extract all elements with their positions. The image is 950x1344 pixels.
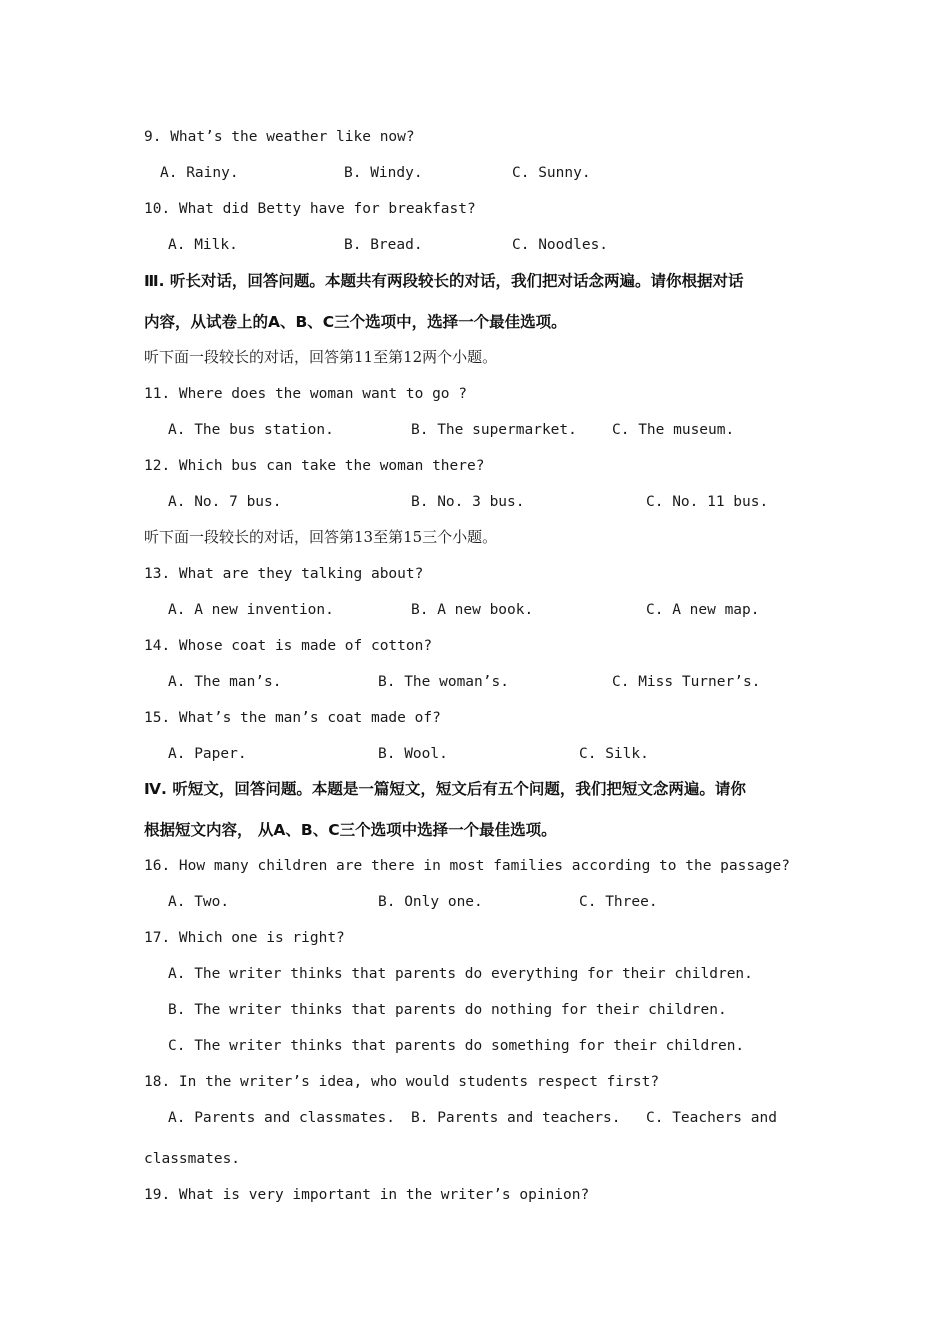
section-3-heading-line-1: Ⅲ. 听长对话，回答问题。本题共有两段较长的对话，我们把对话念两遍。请你根据对话 xyxy=(144,272,744,290)
question-16-option-a: A. Two. xyxy=(168,894,230,910)
question-10-option-c: C. Noodles. xyxy=(512,237,609,253)
section-3-instruction-2: 听下面一段较长的对话，回答第13至第15三个小题。 xyxy=(144,528,498,546)
question-16-stem: 16. How many children are there in most families according to the passage? xyxy=(144,858,791,874)
question-17-option-c: C. The writer thinks that parents do something for their children. xyxy=(168,1038,745,1054)
question-14-stem: 14. Whose coat is made of cotton? xyxy=(144,638,433,654)
question-13-option-b: B. A new book. xyxy=(411,602,534,618)
question-12-option-b: B. No. 3 bus. xyxy=(411,494,525,510)
question-18-option-a: A. Parents and classmates. xyxy=(168,1110,395,1126)
question-15-option-b: B. Wool. xyxy=(378,746,448,762)
question-10-option-a: A. Milk. xyxy=(168,237,238,253)
question-11-stem: 11. Where does the woman want to go ? xyxy=(144,386,468,402)
question-9-option-b: B. Windy. xyxy=(344,165,423,181)
question-11-option-b: B. The supermarket. xyxy=(411,422,577,438)
question-10-stem: 10. What did Betty have for breakfast? xyxy=(144,201,476,217)
question-18-option-c: C. Teachers and xyxy=(646,1110,777,1126)
section-4-heading-line-2: 根据短文内容， 从A、B、C三个选项中选择一个最佳选项。 xyxy=(144,821,557,839)
question-17-option-b: B. The writer thinks that parents do nothing for their children. xyxy=(168,1002,727,1018)
question-9-stem: 9. What’s the weather like now? xyxy=(144,129,415,145)
question-13-stem: 13. What are they talking about? xyxy=(144,566,424,582)
section-4-heading-line-1: Ⅳ. 听短文，回答问题。本题是一篇短文，短文后有五个问题，我们把短文念两遍。请你 xyxy=(144,780,746,798)
question-9-option-a: A. Rainy. xyxy=(160,165,239,181)
question-14-option-b: B. The woman’s. xyxy=(378,674,509,690)
question-10-option-b: B. Bread. xyxy=(344,237,423,253)
section-3-instruction-1: 听下面一段较长的对话，回答第11至第12两个小题。 xyxy=(144,348,498,366)
question-13-option-c: C. A new map. xyxy=(646,602,760,618)
question-16-option-b: B. Only one. xyxy=(378,894,483,910)
question-18-stem: 18. In the writer’s idea, who would students respect first? xyxy=(144,1074,660,1090)
question-12-stem: 12. Which bus can take the woman there? xyxy=(144,458,485,474)
question-14-option-a: A. The man’s. xyxy=(168,674,282,690)
question-19-stem: 19. What is very important in the writer’s opinion? xyxy=(144,1187,590,1203)
question-18-option-c-continuation: classmates. xyxy=(144,1151,241,1167)
section-3-heading-line-2: 内容，从试卷上的A、B、C三个选项中，选择一个最佳选项。 xyxy=(144,313,567,331)
question-18-option-b: B. Parents and teachers. xyxy=(411,1110,621,1126)
question-15-option-a: A. Paper. xyxy=(168,746,247,762)
question-9-option-c: C. Sunny. xyxy=(512,165,591,181)
question-17-stem: 17. Which one is right? xyxy=(144,930,345,946)
question-15-option-c: C. Silk. xyxy=(579,746,649,762)
question-13-option-a: A. A new invention. xyxy=(168,602,334,618)
question-11-option-c: C. The museum. xyxy=(612,422,735,438)
question-14-option-c: C. Miss Turner’s. xyxy=(612,674,761,690)
question-15-stem: 15. What’s the man’s coat made of? xyxy=(144,710,441,726)
question-12-option-c: C. No. 11 bus. xyxy=(646,494,769,510)
question-16-option-c: C. Three. xyxy=(579,894,658,910)
question-12-option-a: A. No. 7 bus. xyxy=(168,494,282,510)
question-11-option-a: A. The bus station. xyxy=(168,422,334,438)
question-17-option-a: A. The writer thinks that parents do everything for their children. xyxy=(168,966,753,982)
